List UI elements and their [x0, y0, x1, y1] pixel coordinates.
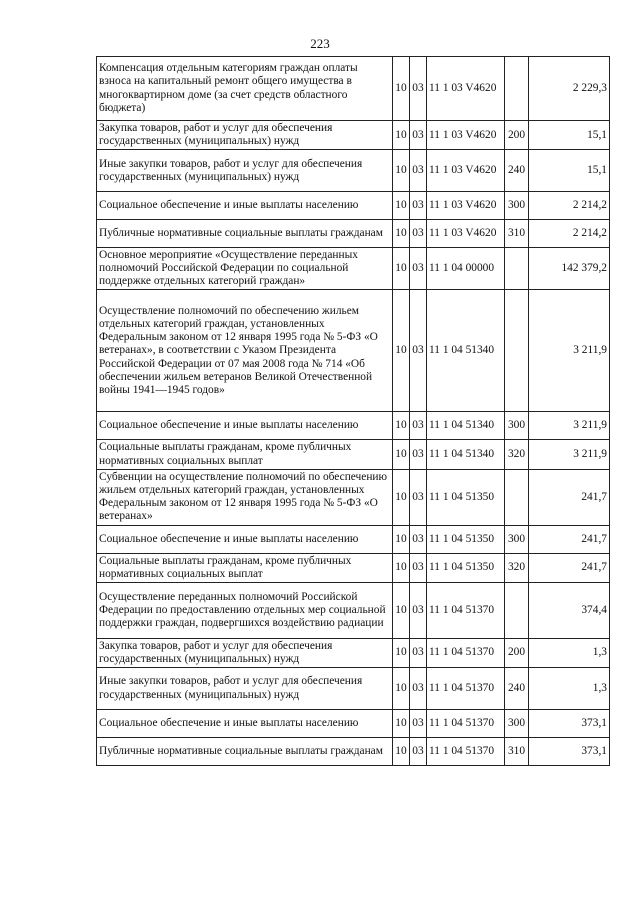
table-row	[97, 710, 610, 738]
row-target-article-code: 11 1 04 51370	[427, 638, 505, 667]
row-amount: 241,7	[529, 525, 610, 553]
row-section-code: 10	[393, 668, 410, 710]
row-section-code: 10	[393, 121, 410, 150]
row-section-code: 10	[393, 553, 410, 582]
row-amount: 2 214,2	[529, 220, 610, 248]
row-expense-type-code: 310	[505, 220, 529, 248]
table-row	[97, 553, 610, 582]
row-section-code: 10	[393, 638, 410, 667]
row-amount: 3 211,9	[529, 412, 610, 440]
row-name: Социальные выплаты гражданам, кроме публичных нормативных социальных выплат	[97, 553, 393, 582]
row-target-article-code: 11 1 03 V4620	[427, 57, 505, 121]
row-amount: 142 379,2	[529, 248, 610, 290]
row-section-code: 10	[393, 469, 410, 525]
row-target-article-code: 11 1 04 51340	[427, 412, 505, 440]
row-target-article-code: 11 1 03 V4620	[427, 192, 505, 220]
row-expense-type-code: 320	[505, 440, 529, 469]
table-row	[97, 668, 610, 710]
table-row	[97, 469, 610, 525]
row-section-code: 10	[393, 738, 410, 766]
row-expense-type-code: 240	[505, 668, 529, 710]
row-amount: 3 211,9	[529, 440, 610, 469]
row-section-code: 10	[393, 220, 410, 248]
row-subsection-code: 03	[410, 248, 427, 290]
row-section-code: 10	[393, 582, 410, 638]
row-amount: 241,7	[529, 553, 610, 582]
row-amount: 3 211,9	[529, 290, 610, 412]
row-expense-type-code: 300	[505, 525, 529, 553]
table-row	[97, 220, 610, 248]
row-section-code: 10	[393, 440, 410, 469]
row-name: Социальное обеспечение и иные выплаты населению	[97, 525, 393, 553]
row-subsection-code: 03	[410, 525, 427, 553]
row-subsection-code: 03	[410, 192, 427, 220]
row-name: Субвенции на осуществление полномочий по обеспечению жильем отдельных категорий граждан, установленных Федеральным законом от 12 января 1995 года № 5-ФЗ «О ветеранах»	[97, 469, 393, 525]
row-expense-type-code: 300	[505, 412, 529, 440]
table-row	[97, 738, 610, 766]
row-subsection-code: 03	[410, 738, 427, 766]
row-subsection-code: 03	[410, 57, 427, 121]
table-row	[97, 525, 610, 553]
row-expense-type-code: 200	[505, 638, 529, 667]
row-target-article-code: 11 1 03 V4620	[427, 121, 505, 150]
row-amount: 15,1	[529, 121, 610, 150]
table-row	[97, 121, 610, 150]
row-target-article-code: 11 1 04 51340	[427, 290, 505, 412]
row-target-article-code: 11 1 04 51370	[427, 710, 505, 738]
row-target-article-code: 11 1 03 V4620	[427, 220, 505, 248]
table-row	[97, 638, 610, 667]
page-number: 223	[310, 36, 330, 51]
row-subsection-code: 03	[410, 150, 427, 192]
row-expense-type-code: 200	[505, 121, 529, 150]
row-target-article-code: 11 1 04 00000	[427, 248, 505, 290]
row-expense-type-code: 320	[505, 553, 529, 582]
row-name: Иные закупки товаров, работ и услуг для обеспечения государственных (муниципальных) нужд	[97, 150, 393, 192]
row-name: Осуществление полномочий по обеспечению жильем отдельных категорий граждан, установленных Федеральным законом от 12 января 1995 года № 5-ФЗ «О ветеранах», в соответствии с Указом Президента Российской Федерации от 07 мая 2008 года № 714 «Об обеспечении жильем ветеранов Великой Отечественной войны 1941—1945 годов»	[97, 290, 393, 412]
row-name: Закупка товаров, работ и услуг для обеспечения государственных (муниципальных) нужд	[97, 638, 393, 667]
row-amount: 373,1	[529, 738, 610, 766]
row-subsection-code: 03	[410, 710, 427, 738]
row-amount: 2 229,3	[529, 57, 610, 121]
row-name: Социальное обеспечение и иные выплаты населению	[97, 192, 393, 220]
row-name: Публичные нормативные социальные выплаты гражданам	[97, 220, 393, 248]
row-amount: 1,3	[529, 638, 610, 667]
row-amount: 1,3	[529, 668, 610, 710]
row-expense-type-code: 300	[505, 710, 529, 738]
row-target-article-code: 11 1 04 51370	[427, 582, 505, 638]
row-expense-type-code	[505, 582, 529, 638]
row-subsection-code: 03	[410, 290, 427, 412]
row-expense-type-code	[505, 290, 529, 412]
row-expense-type-code: 240	[505, 150, 529, 192]
row-subsection-code: 03	[410, 440, 427, 469]
row-expense-type-code	[505, 469, 529, 525]
row-name: Осуществление переданных полномочий Российской Федерации по предоставлению отдельных мер социальной поддержки граждан, подвергшихся воздействию радиации	[97, 582, 393, 638]
row-section-code: 10	[393, 57, 410, 121]
row-subsection-code: 03	[410, 412, 427, 440]
row-target-article-code: 11 1 04 51370	[427, 738, 505, 766]
row-expense-type-code: 300	[505, 192, 529, 220]
table-row	[97, 582, 610, 638]
row-target-article-code: 11 1 04 51370	[427, 668, 505, 710]
row-subsection-code: 03	[410, 638, 427, 667]
row-name: Компенсация отдельным категориям граждан оплаты взноса на капитальный ремонт общего имущества в многоквартирном доме (за счет средств областного бюджета)	[97, 57, 393, 121]
row-expense-type-code	[505, 248, 529, 290]
row-subsection-code: 03	[410, 469, 427, 525]
table-row	[97, 150, 610, 192]
row-name: Основное мероприятие «Осуществление переданных полномочий Российской Федерации по социальной поддержке отдельных категорий граждан»	[97, 248, 393, 290]
row-target-article-code: 11 1 04 51340	[427, 440, 505, 469]
row-section-code: 10	[393, 150, 410, 192]
row-target-article-code: 11 1 04 51350	[427, 469, 505, 525]
row-subsection-code: 03	[410, 582, 427, 638]
row-name: Закупка товаров, работ и услуг для обеспечения государственных (муниципальных) нужд	[97, 121, 393, 150]
row-amount: 2 214,2	[529, 192, 610, 220]
row-amount: 241,7	[529, 469, 610, 525]
row-amount: 373,1	[529, 710, 610, 738]
row-name: Публичные нормативные социальные выплаты гражданам	[97, 738, 393, 766]
row-name: Иные закупки товаров, работ и услуг для обеспечения государственных (муниципальных) нужд	[97, 668, 393, 710]
table-row	[97, 440, 610, 469]
table-row	[97, 290, 610, 412]
table-row	[97, 57, 610, 121]
table-row	[97, 248, 610, 290]
row-target-article-code: 11 1 04 51350	[427, 553, 505, 582]
table-row	[97, 192, 610, 220]
row-amount: 374,4	[529, 582, 610, 638]
row-section-code: 10	[393, 412, 410, 440]
row-name: Социальное обеспечение и иные выплаты населению	[97, 412, 393, 440]
row-subsection-code: 03	[410, 220, 427, 248]
row-section-code: 10	[393, 290, 410, 412]
budget-table	[96, 56, 610, 766]
table-body	[97, 57, 610, 766]
row-section-code: 10	[393, 525, 410, 553]
row-amount: 15,1	[529, 150, 610, 192]
row-subsection-code: 03	[410, 553, 427, 582]
row-section-code: 10	[393, 248, 410, 290]
row-target-article-code: 11 1 04 51350	[427, 525, 505, 553]
row-subsection-code: 03	[410, 668, 427, 710]
row-target-article-code: 11 1 03 V4620	[427, 150, 505, 192]
row-expense-type-code	[505, 57, 529, 121]
row-name: Социальные выплаты гражданам, кроме публичных нормативных социальных выплат	[97, 440, 393, 469]
row-subsection-code: 03	[410, 121, 427, 150]
row-section-code: 10	[393, 192, 410, 220]
row-name: Социальное обеспечение и иные выплаты населению	[97, 710, 393, 738]
row-section-code: 10	[393, 710, 410, 738]
table-row	[97, 412, 610, 440]
row-expense-type-code: 310	[505, 738, 529, 766]
